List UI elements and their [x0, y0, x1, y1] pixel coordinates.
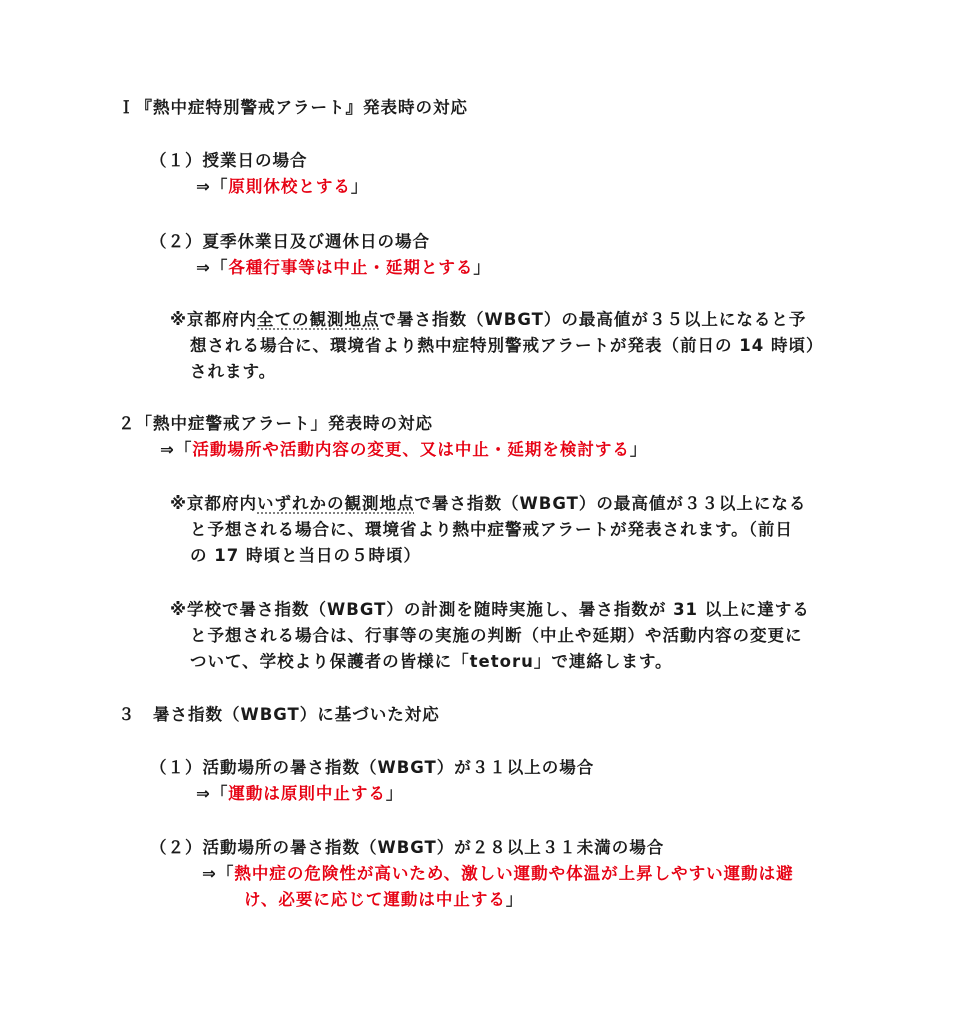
note-emphasis: いずれかの観測地点: [257, 494, 415, 513]
s1-note-line3: されます。: [190, 362, 277, 381]
section3-heading: ３ 暑さ指数（WBGT）に基づいた対応: [118, 705, 440, 724]
action-text: 各種行事等は中止・延期とする: [228, 258, 474, 277]
action-text: 熱中症の危険性が高いため、激しい運動や体温が上昇しやすい運動は避: [234, 864, 794, 883]
s1-note-line1: [170, 310, 806, 330]
s3-item2-action-line1: [202, 864, 794, 884]
arrow-open: ⇒「: [196, 258, 229, 277]
section1-heading: Ｉ『熱中症特別警戒アラート』発表時の対応: [118, 98, 468, 117]
note-text: で暑さ指数（WBGT）の最高値が３３以上になる: [414, 494, 807, 513]
note-text: ※京都府内: [170, 494, 258, 513]
note-text: で暑さ指数（WBGT）の最高値が３５以上になると予: [379, 310, 807, 329]
bracket-close: 」: [629, 440, 648, 459]
s1-note-line2: 想される場合に、環境省より熱中症特別警戒アラートが発表（前日の 14 時頃）: [190, 336, 824, 355]
s1-item2-action: [196, 258, 491, 278]
s1-item1-action: [196, 177, 368, 197]
s2-action: [160, 440, 647, 460]
s2-note1-line2: と予想される場合に、環境省より熱中症警戒アラートが発表されます。（前日: [190, 520, 793, 539]
s3-item1-label: （１）活動場所の暑さ指数（WBGT）が３１以上の場合: [150, 758, 595, 777]
bracket-close: 」: [350, 177, 369, 196]
s2-note2-line2: と予想される場合は、行事等の実施の判断（中止や延期）や活動内容の変更に: [190, 626, 803, 645]
arrow-open: ⇒「: [202, 864, 235, 883]
s2-note1-line3: の 17 時頃と当日の５時頃）: [190, 546, 421, 565]
action-text: 活動場所や活動内容の変更、又は中止・延期を検討する: [192, 440, 630, 459]
s2-note2-line3: ついて、学校より保護者の皆様に「tetoru」で連絡します。: [190, 652, 673, 671]
s3-item2-action-line2: [244, 890, 523, 910]
bracket-close: 」: [473, 258, 491, 277]
section2-heading: ２「熱中症警戒アラート」発表時の対応: [118, 414, 433, 433]
s1-item1-label: （１）授業日の場合: [150, 151, 308, 170]
note-emphasis: 全ての観測地点: [257, 310, 380, 329]
bracket-close: 」: [385, 784, 404, 803]
s3-item2-label: （２）活動場所の暑さ指数（WBGT）が２８以上３１未満の場合: [150, 838, 665, 857]
arrow-open: ⇒「: [196, 784, 229, 803]
action-text: 原則休校とする: [228, 177, 351, 196]
s2-note2-line1: ※学校で暑さ指数（WBGT）の計測を随時実施し、暑さ指数が 31 以上に達する: [170, 600, 810, 619]
arrow-open: ⇒「: [196, 177, 229, 196]
action-text: 運動は原則中止する: [228, 784, 386, 803]
action-text: け、必要に応じて運動は中止する: [244, 890, 506, 909]
arrow-open: ⇒「: [160, 440, 193, 459]
s2-note1-line1: [170, 494, 806, 514]
bracket-close: 」: [505, 890, 524, 909]
note-text: ※京都府内: [170, 310, 258, 329]
s1-item2-label: （２）夏季休業日及び週休日の場合: [150, 232, 430, 251]
s3-item1-action: [196, 784, 403, 804]
